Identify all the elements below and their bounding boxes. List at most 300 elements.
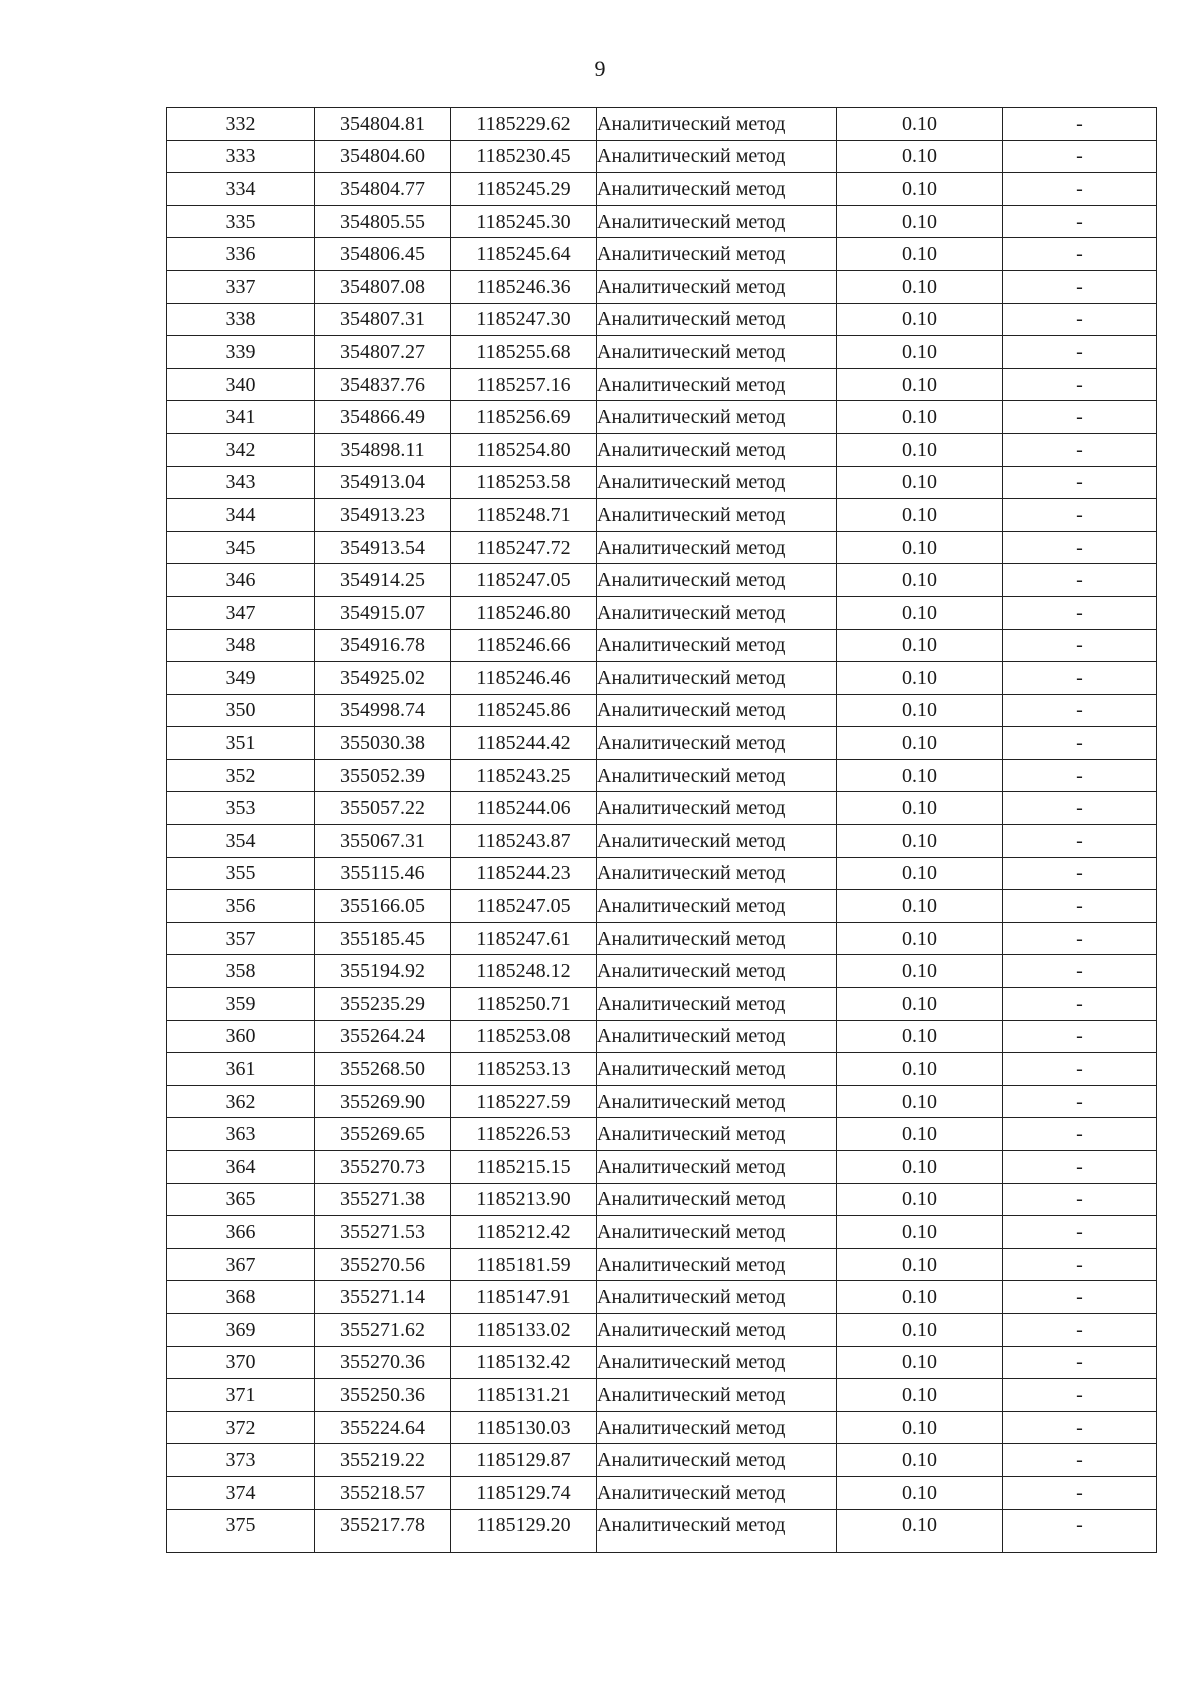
table-row [167,857,1157,890]
accuracy-cell: 0.10 [837,922,1003,955]
x-coordinate-cell: 354898.11 [315,433,451,466]
point-number-cell: 366 [167,1216,315,1249]
point-number-cell: 332 [167,108,315,141]
y-coordinate-cell: 1185244.06 [451,792,597,825]
point-number-cell: 359 [167,988,315,1021]
note-cell: - [1003,1444,1157,1477]
table-row [167,108,1157,141]
x-coordinate-cell: 355185.45 [315,922,451,955]
accuracy-cell: 0.10 [837,368,1003,401]
method-cell: Аналитический метод [597,499,837,532]
x-coordinate-cell: 355052.39 [315,759,451,792]
table-row [167,694,1157,727]
method-cell: Аналитический метод [597,694,837,727]
y-coordinate-cell: 1185254.80 [451,433,597,466]
coordinates-table [166,107,1157,1553]
table-row [167,401,1157,434]
point-number-cell: 368 [167,1281,315,1314]
x-coordinate-cell: 355269.65 [315,1118,451,1151]
note-cell: - [1003,988,1157,1021]
accuracy-cell: 0.10 [837,531,1003,564]
point-number-cell: 363 [167,1118,315,1151]
accuracy-cell: 0.10 [837,238,1003,271]
y-coordinate-cell: 1185250.71 [451,988,597,1021]
y-coordinate-cell: 1185253.58 [451,466,597,499]
point-number-cell: 357 [167,922,315,955]
method-cell: Аналитический метод [597,205,837,238]
y-coordinate-cell: 1185133.02 [451,1313,597,1346]
table-row [167,466,1157,499]
x-coordinate-cell: 354807.31 [315,303,451,336]
table-row [167,1183,1157,1216]
y-coordinate-cell: 1185246.80 [451,596,597,629]
y-coordinate-cell: 1185131.21 [451,1379,597,1412]
accuracy-cell: 0.10 [837,759,1003,792]
x-coordinate-cell: 355115.46 [315,857,451,890]
note-cell: - [1003,1085,1157,1118]
y-coordinate-cell: 1185257.16 [451,368,597,401]
y-coordinate-cell: 1185246.66 [451,629,597,662]
note-cell: - [1003,694,1157,727]
y-coordinate-cell: 1185212.42 [451,1216,597,1249]
x-coordinate-cell: 354913.54 [315,531,451,564]
y-coordinate-cell: 1185130.03 [451,1411,597,1444]
accuracy-cell: 0.10 [837,336,1003,369]
method-cell: Аналитический метод [597,108,837,141]
accuracy-cell: 0.10 [837,303,1003,336]
point-number-cell: 342 [167,433,315,466]
table-row [167,1444,1157,1477]
method-cell: Аналитический метод [597,629,837,662]
note-cell: - [1003,759,1157,792]
note-cell: - [1003,531,1157,564]
x-coordinate-cell: 355271.38 [315,1183,451,1216]
method-cell: Аналитический метод [597,1085,837,1118]
point-number-cell: 336 [167,238,315,271]
y-coordinate-cell: 1185213.90 [451,1183,597,1216]
x-coordinate-cell: 354998.74 [315,694,451,727]
x-coordinate-cell: 355270.73 [315,1151,451,1184]
note-cell: - [1003,792,1157,825]
table-row [167,270,1157,303]
y-coordinate-cell: 1185247.61 [451,922,597,955]
accuracy-cell: 0.10 [837,1118,1003,1151]
y-coordinate-cell: 1185244.42 [451,727,597,760]
accuracy-cell: 0.10 [837,1216,1003,1249]
table-row [167,922,1157,955]
method-cell: Аналитический метод [597,1281,837,1314]
x-coordinate-cell: 354866.49 [315,401,451,434]
table-row [167,1151,1157,1184]
x-coordinate-cell: 355271.14 [315,1281,451,1314]
x-coordinate-cell: 354925.02 [315,662,451,695]
note-cell: - [1003,596,1157,629]
x-coordinate-cell: 355030.38 [315,727,451,760]
x-coordinate-cell: 355270.36 [315,1346,451,1379]
note-cell: - [1003,108,1157,141]
accuracy-cell: 0.10 [837,955,1003,988]
x-coordinate-cell: 354913.23 [315,499,451,532]
accuracy-cell: 0.10 [837,1444,1003,1477]
note-cell: - [1003,1053,1157,1086]
accuracy-cell: 0.10 [837,1281,1003,1314]
x-coordinate-cell: 354806.45 [315,238,451,271]
accuracy-cell: 0.10 [837,792,1003,825]
table-row [167,629,1157,662]
y-coordinate-cell: 1185255.68 [451,336,597,369]
note-cell: - [1003,1379,1157,1412]
x-coordinate-cell: 355250.36 [315,1379,451,1412]
accuracy-cell: 0.10 [837,857,1003,890]
x-coordinate-cell: 355194.92 [315,955,451,988]
note-cell: - [1003,401,1157,434]
table-row [167,1379,1157,1412]
method-cell: Аналитический метод [597,336,837,369]
point-number-cell: 345 [167,531,315,564]
accuracy-cell: 0.10 [837,596,1003,629]
note-cell: - [1003,1411,1157,1444]
point-number-cell: 355 [167,857,315,890]
accuracy-cell: 0.10 [837,694,1003,727]
accuracy-cell: 0.10 [837,140,1003,173]
note-cell: - [1003,205,1157,238]
table-row [167,759,1157,792]
note-cell: - [1003,336,1157,369]
y-coordinate-cell: 1185243.25 [451,759,597,792]
table-row [167,955,1157,988]
point-number-cell: 334 [167,173,315,206]
y-coordinate-cell: 1185246.36 [451,270,597,303]
y-coordinate-cell: 1185147.91 [451,1281,597,1314]
note-cell: - [1003,922,1157,955]
table-row [167,368,1157,401]
x-coordinate-cell: 355268.50 [315,1053,451,1086]
point-number-cell: 369 [167,1313,315,1346]
note-cell: - [1003,564,1157,597]
accuracy-cell: 0.10 [837,173,1003,206]
method-cell: Аналитический метод [597,368,837,401]
accuracy-cell: 0.10 [837,1346,1003,1379]
table-row [167,303,1157,336]
table-row [167,596,1157,629]
method-cell: Аналитический метод [597,922,837,955]
method-cell: Аналитический метод [597,1053,837,1086]
method-cell: Аналитический метод [597,1118,837,1151]
accuracy-cell: 0.10 [837,1020,1003,1053]
x-coordinate-cell: 354914.25 [315,564,451,597]
y-coordinate-cell: 1185129.87 [451,1444,597,1477]
y-coordinate-cell: 1185256.69 [451,401,597,434]
table-row [167,1313,1157,1346]
method-cell: Аналитический метод [597,1509,837,1552]
method-cell: Аналитический метод [597,988,837,1021]
point-number-cell: 354 [167,825,315,858]
note-cell: - [1003,825,1157,858]
method-cell: Аналитический метод [597,401,837,434]
x-coordinate-cell: 354807.08 [315,270,451,303]
point-number-cell: 364 [167,1151,315,1184]
point-number-cell: 335 [167,205,315,238]
accuracy-cell: 0.10 [837,1476,1003,1509]
note-cell: - [1003,270,1157,303]
y-coordinate-cell: 1185253.08 [451,1020,597,1053]
method-cell: Аналитический метод [597,1313,837,1346]
accuracy-cell: 0.10 [837,433,1003,466]
table-row [167,173,1157,206]
point-number-cell: 375 [167,1509,315,1552]
y-coordinate-cell: 1185129.74 [451,1476,597,1509]
table-row [167,1411,1157,1444]
note-cell: - [1003,1183,1157,1216]
y-coordinate-cell: 1185245.29 [451,173,597,206]
method-cell: Аналитический метод [597,140,837,173]
method-cell: Аналитический метод [597,531,837,564]
point-number-cell: 372 [167,1411,315,1444]
point-number-cell: 358 [167,955,315,988]
note-cell: - [1003,173,1157,206]
point-number-cell: 339 [167,336,315,369]
x-coordinate-cell: 355264.24 [315,1020,451,1053]
point-number-cell: 338 [167,303,315,336]
y-coordinate-cell: 1185247.05 [451,564,597,597]
x-coordinate-cell: 354916.78 [315,629,451,662]
x-coordinate-cell: 354804.60 [315,140,451,173]
method-cell: Аналитический метод [597,1151,837,1184]
method-cell: Аналитический метод [597,1444,837,1477]
x-coordinate-cell: 355057.22 [315,792,451,825]
y-coordinate-cell: 1185129.20 [451,1509,597,1552]
method-cell: Аналитический метод [597,1476,837,1509]
x-coordinate-cell: 354837.76 [315,368,451,401]
point-number-cell: 346 [167,564,315,597]
x-coordinate-cell: 354913.04 [315,466,451,499]
y-coordinate-cell: 1185226.53 [451,1118,597,1151]
method-cell: Аналитический метод [597,1248,837,1281]
x-coordinate-cell: 355166.05 [315,890,451,923]
table-row [167,140,1157,173]
table-row [167,499,1157,532]
point-number-cell: 371 [167,1379,315,1412]
method-cell: Аналитический метод [597,303,837,336]
point-number-cell: 351 [167,727,315,760]
table-row [167,1020,1157,1053]
method-cell: Аналитический метод [597,955,837,988]
point-number-cell: 365 [167,1183,315,1216]
coordinates-table-container [166,107,1156,1553]
point-number-cell: 349 [167,662,315,695]
accuracy-cell: 0.10 [837,1379,1003,1412]
note-cell: - [1003,857,1157,890]
table-row [167,1216,1157,1249]
y-coordinate-cell: 1185245.30 [451,205,597,238]
y-coordinate-cell: 1185244.23 [451,857,597,890]
y-coordinate-cell: 1185132.42 [451,1346,597,1379]
point-number-cell: 360 [167,1020,315,1053]
method-cell: Аналитический метод [597,1020,837,1053]
method-cell: Аналитический метод [597,1379,837,1412]
note-cell: - [1003,466,1157,499]
accuracy-cell: 0.10 [837,1183,1003,1216]
accuracy-cell: 0.10 [837,1411,1003,1444]
table-row [167,238,1157,271]
y-coordinate-cell: 1185247.72 [451,531,597,564]
y-coordinate-cell: 1185245.86 [451,694,597,727]
y-coordinate-cell: 1185248.12 [451,955,597,988]
y-coordinate-cell: 1185227.59 [451,1085,597,1118]
x-coordinate-cell: 355271.62 [315,1313,451,1346]
method-cell: Аналитический метод [597,433,837,466]
method-cell: Аналитический метод [597,759,837,792]
method-cell: Аналитический метод [597,466,837,499]
x-coordinate-cell: 355219.22 [315,1444,451,1477]
y-coordinate-cell: 1185246.46 [451,662,597,695]
accuracy-cell: 0.10 [837,1151,1003,1184]
method-cell: Аналитический метод [597,792,837,825]
point-number-cell: 347 [167,596,315,629]
accuracy-cell: 0.10 [837,1085,1003,1118]
table-row [167,988,1157,1021]
accuracy-cell: 0.10 [837,727,1003,760]
point-number-cell: 356 [167,890,315,923]
method-cell: Аналитический метод [597,270,837,303]
y-coordinate-cell: 1185230.45 [451,140,597,173]
note-cell: - [1003,303,1157,336]
x-coordinate-cell: 355270.56 [315,1248,451,1281]
point-number-cell: 370 [167,1346,315,1379]
note-cell: - [1003,1248,1157,1281]
page-number: 9 [594,56,606,81]
point-number-cell: 373 [167,1444,315,1477]
x-coordinate-cell: 355235.29 [315,988,451,1021]
table-row [167,1085,1157,1118]
x-coordinate-cell: 355224.64 [315,1411,451,1444]
y-coordinate-cell: 1185248.71 [451,499,597,532]
accuracy-cell: 0.10 [837,499,1003,532]
x-coordinate-cell: 354807.27 [315,336,451,369]
note-cell: - [1003,662,1157,695]
table-row [167,662,1157,695]
accuracy-cell: 0.10 [837,1509,1003,1552]
point-number-cell: 362 [167,1085,315,1118]
table-row [167,531,1157,564]
method-cell: Аналитический метод [597,890,837,923]
x-coordinate-cell: 355217.78 [315,1509,451,1552]
x-coordinate-cell: 355067.31 [315,825,451,858]
note-cell: - [1003,727,1157,760]
note-cell: - [1003,433,1157,466]
point-number-cell: 361 [167,1053,315,1086]
point-number-cell: 344 [167,499,315,532]
note-cell: - [1003,1118,1157,1151]
x-coordinate-cell: 354804.77 [315,173,451,206]
table-row [167,1053,1157,1086]
point-number-cell: 340 [167,368,315,401]
table-row [167,1509,1157,1552]
table-row [167,825,1157,858]
table-row [167,1476,1157,1509]
method-cell: Аналитический метод [597,727,837,760]
x-coordinate-cell: 355271.53 [315,1216,451,1249]
note-cell: - [1003,1151,1157,1184]
point-number-cell: 343 [167,466,315,499]
note-cell: - [1003,1476,1157,1509]
method-cell: Аналитический метод [597,662,837,695]
point-number-cell: 333 [167,140,315,173]
accuracy-cell: 0.10 [837,1053,1003,1086]
method-cell: Аналитический метод [597,857,837,890]
x-coordinate-cell: 355269.90 [315,1085,451,1118]
accuracy-cell: 0.10 [837,1248,1003,1281]
table-row [167,1118,1157,1151]
method-cell: Аналитический метод [597,1216,837,1249]
method-cell: Аналитический метод [597,596,837,629]
note-cell: - [1003,1281,1157,1314]
y-coordinate-cell: 1185181.59 [451,1248,597,1281]
table-row [167,1281,1157,1314]
point-number-cell: 341 [167,401,315,434]
accuracy-cell: 0.10 [837,270,1003,303]
y-coordinate-cell: 1185253.13 [451,1053,597,1086]
accuracy-cell: 0.10 [837,988,1003,1021]
method-cell: Аналитический метод [597,564,837,597]
table-row [167,564,1157,597]
point-number-cell: 348 [167,629,315,662]
table-row [167,433,1157,466]
note-cell: - [1003,1313,1157,1346]
note-cell: - [1003,955,1157,988]
accuracy-cell: 0.10 [837,629,1003,662]
accuracy-cell: 0.10 [837,401,1003,434]
point-number-cell: 353 [167,792,315,825]
y-coordinate-cell: 1185247.30 [451,303,597,336]
method-cell: Аналитический метод [597,1346,837,1379]
table-row [167,205,1157,238]
note-cell: - [1003,1216,1157,1249]
note-cell: - [1003,629,1157,662]
y-coordinate-cell: 1185243.87 [451,825,597,858]
point-number-cell: 350 [167,694,315,727]
accuracy-cell: 0.10 [837,825,1003,858]
accuracy-cell: 0.10 [837,466,1003,499]
accuracy-cell: 0.10 [837,108,1003,141]
note-cell: - [1003,1020,1157,1053]
method-cell: Аналитический метод [597,825,837,858]
point-number-cell: 337 [167,270,315,303]
note-cell: - [1003,1509,1157,1552]
y-coordinate-cell: 1185245.64 [451,238,597,271]
x-coordinate-cell: 355218.57 [315,1476,451,1509]
y-coordinate-cell: 1185247.05 [451,890,597,923]
accuracy-cell: 0.10 [837,564,1003,597]
method-cell: Аналитический метод [597,238,837,271]
table-row [167,1346,1157,1379]
table-row [167,336,1157,369]
table-row [167,727,1157,760]
accuracy-cell: 0.10 [837,890,1003,923]
table-body [167,108,1157,1553]
note-cell: - [1003,499,1157,532]
accuracy-cell: 0.10 [837,205,1003,238]
x-coordinate-cell: 354915.07 [315,596,451,629]
y-coordinate-cell: 1185215.15 [451,1151,597,1184]
table-row [167,1248,1157,1281]
table-row [167,792,1157,825]
note-cell: - [1003,1346,1157,1379]
x-coordinate-cell: 354805.55 [315,205,451,238]
accuracy-cell: 0.10 [837,662,1003,695]
method-cell: Аналитический метод [597,173,837,206]
method-cell: Аналитический метод [597,1183,837,1216]
